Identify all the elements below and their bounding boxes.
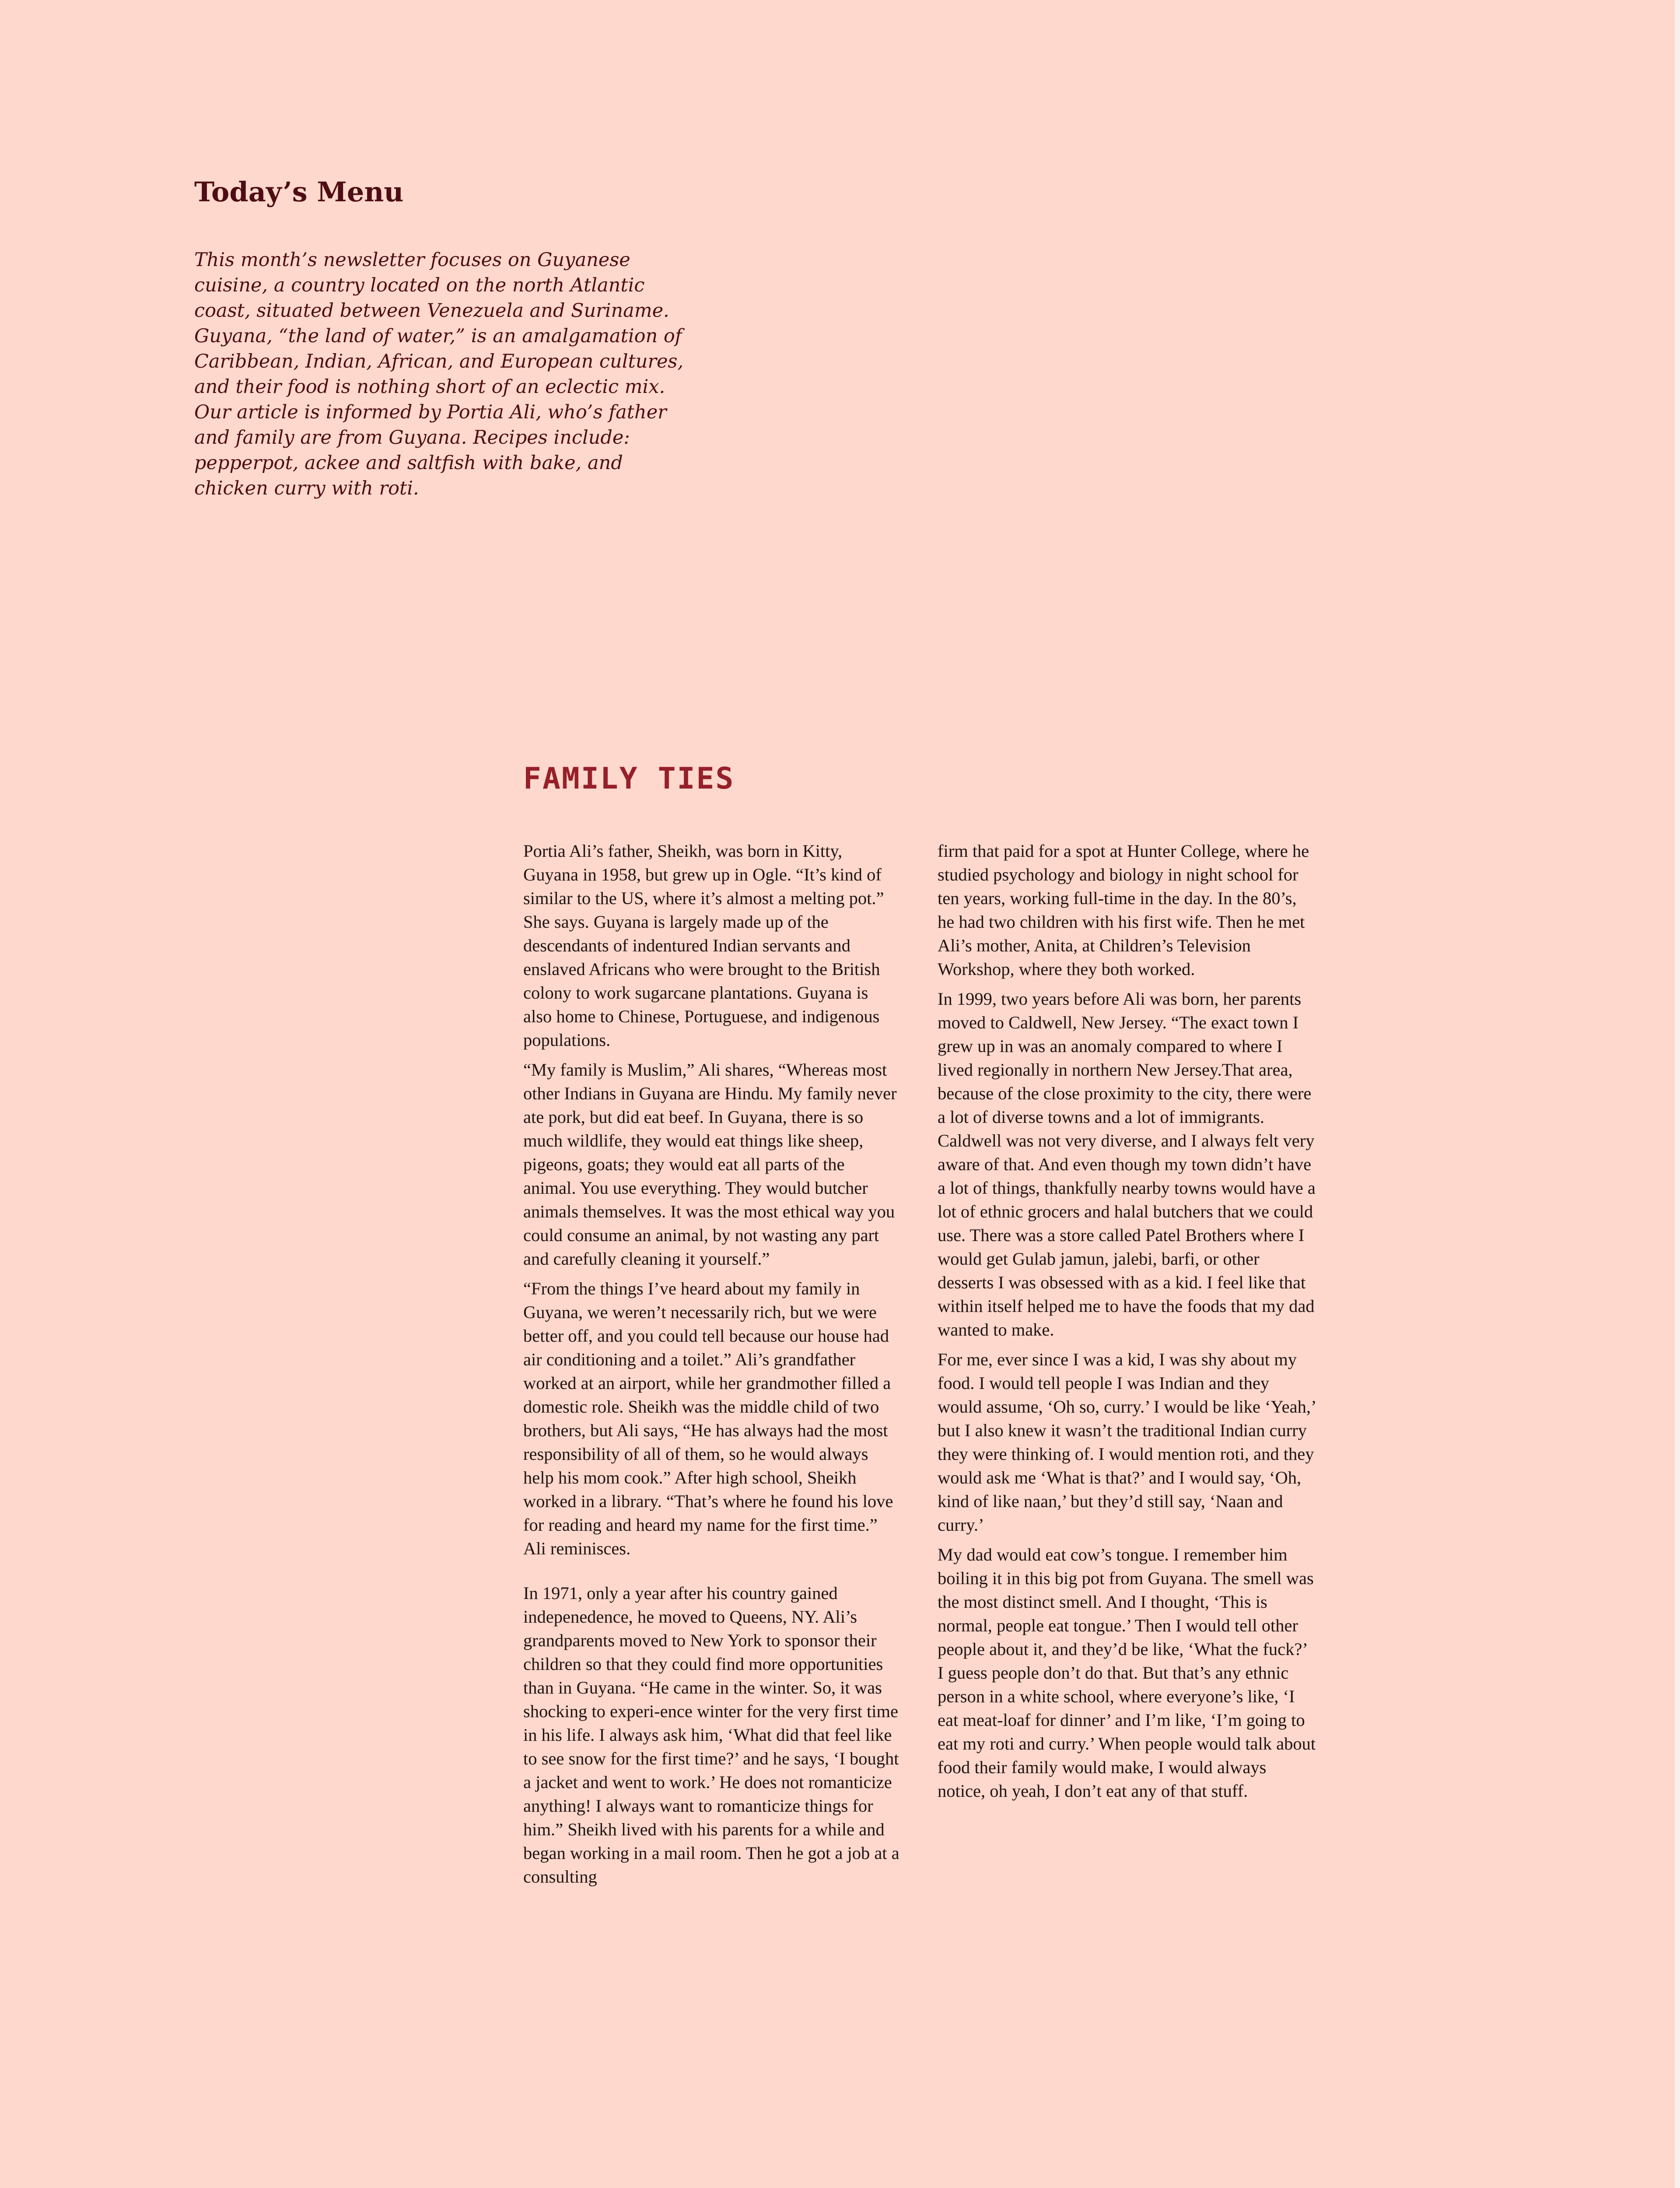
article-paragraph: “My family is Muslim,” Ali shares, “Whereas most other Indians in Guyana are Hindu. My family never ate pork, but did eat beef. In Guyana, there is so much wildlife, they would eat things like sheep, pigeons, goats; they would eat all parts of the animal. You use everything. They would butcher animals themselves. It was the most ethical way you could consume an animal, by not wasting any part and carefully cleaning it yourself.” bbox=[523, 1060, 897, 1269]
page-edge bbox=[1675, 0, 1680, 2188]
article-paragraph: For me, ever since I was a kid, I was shy about my food. I would tell people I was Indian and they would assume, ‘Oh so, curry.’ I would be like ‘Yeah,’ but I also knew it wasn’t the traditional Indian curry they were thinking of. I would mention roti, and they would ask me ‘What is that?’ and I would say, ‘Oh, kind of like naan,’ but they’d still say, ‘Naan and curry.’ bbox=[938, 1350, 1316, 1535]
article-paragraph: “From the things I’ve heard about my family in Guyana, we weren’t necessarily rich, but we were better off, and you could tell because our house had air conditioning and a toilet.” Ali’s grandfather worked at an airport, while her grandmother filled a domestic role. Sheikh was the middle child of two brothers, but Ali says, “He has always had the most responsibility of all of them, so he would always help his mom cook.” After high school, Sheikh worked in a library. “That’s where he found his love for reading and heard my name for the first time.” Ali reminisces. bbox=[523, 1279, 893, 1558]
article-title: FAMILY TIES bbox=[523, 761, 735, 796]
article-paragraph: firm that paid for a spot at Hunter College, where he studied psychology and biology in night school for ten years, working full-time in the day. In the 80’s, he had two children with his first wife. Then he met Ali’s mother, Anita, at Children’s Television Workshop, where they both worked. bbox=[938, 841, 1309, 979]
article-paragraph: My dad would eat cow’s tongue. I remember him boiling it in this big pot from Guyana. The smell was the most distinct smell. And I thought, ‘This is normal, people eat tongue.’ Then I would tell other people about it, and they’d be like, ‘What the fuck?’ I guess people don’t do that. But that’s any ethnic person in a white school, where everyone’s like, ‘I eat meat-loaf for dinner’ and I’m like, ‘I’m going to eat my roti and curry.’ When people would talk about food their family would make, I would always notice, oh yeah, I don’t eat any of that stuff. bbox=[938, 1545, 1316, 1801]
article-column-left bbox=[523, 839, 900, 1895]
article-column-right bbox=[938, 839, 1316, 1809]
article-paragraph: In 1999, two years before Ali was born, her parents moved to Caldwell, New Jersey. “The exact town I grew up in was an anomaly compared to where I lived regionally in northern New Jersey.That area, because of the close proximity to the city, there were a lot of diverse towns and a lot of immigrants. Caldwell was not very diverse, and I always felt very aware of that. And even though my town didn’t have a lot of things, thankfully nearby towns would have a lot of ethnic grocers and halal butchers that we could use. There was a store called Patel Brothers where I would get Gulab jamun, jalebi, barfi, or other desserts I was obsessed with as a kid. I feel like that within itself helped me to have the foods that my dad wanted to make. bbox=[938, 989, 1316, 1339]
menu-title: Today’s Menu bbox=[194, 176, 404, 208]
article-paragraph: Portia Ali’s father, Sheikh, was born in Kitty, Guyana in 1958, but grew up in Ogle. “It’s kind of similar to the US, where it’s almost a melting pot.” She says. Guyana is largely made up of the descendants of indentured Indian servants and enslaved Africans who were brought to the British colony to work sugarcane plantations. Guyana is also home to Chinese, Portuguese, and indigenous populations. bbox=[523, 841, 884, 1050]
menu-intro: This month’s newsletter focuses on Guyanese cuisine, a country located on the north Atlantic coast, situated between Venezuela and Suriname. Guyana, “the land of water,” is an amalgamation of Caribbean, Indian, African, and European cultures, and their food is nothing short of an eclectic mix. Our article is informed by Portia Ali, who’s father and family are from Guyana. Recipes include: pepperpot, ackee and saltfish with bake, and chicken curry with roti. bbox=[194, 249, 684, 499]
article-paragraph: In 1971, only a year after his country gained indepenedence, he moved to Queens, NY. Ali’s grandparents moved to New York to sponsor their children so that they could find more opportunities than in Guyana. “He came in the winter. So, it was shocking to experi-ence winter for the very first time in his life. I always ask him, ‘What did that feel like to see snow for the first time?’ and he says, ‘I bought a jacket and went to work.’ He does not romanticize anything! I always want to romanticize things for him.” Sheikh lived with his parents for a while and began working in a mail room. Then he got a job at a consulting bbox=[523, 1583, 900, 1886]
